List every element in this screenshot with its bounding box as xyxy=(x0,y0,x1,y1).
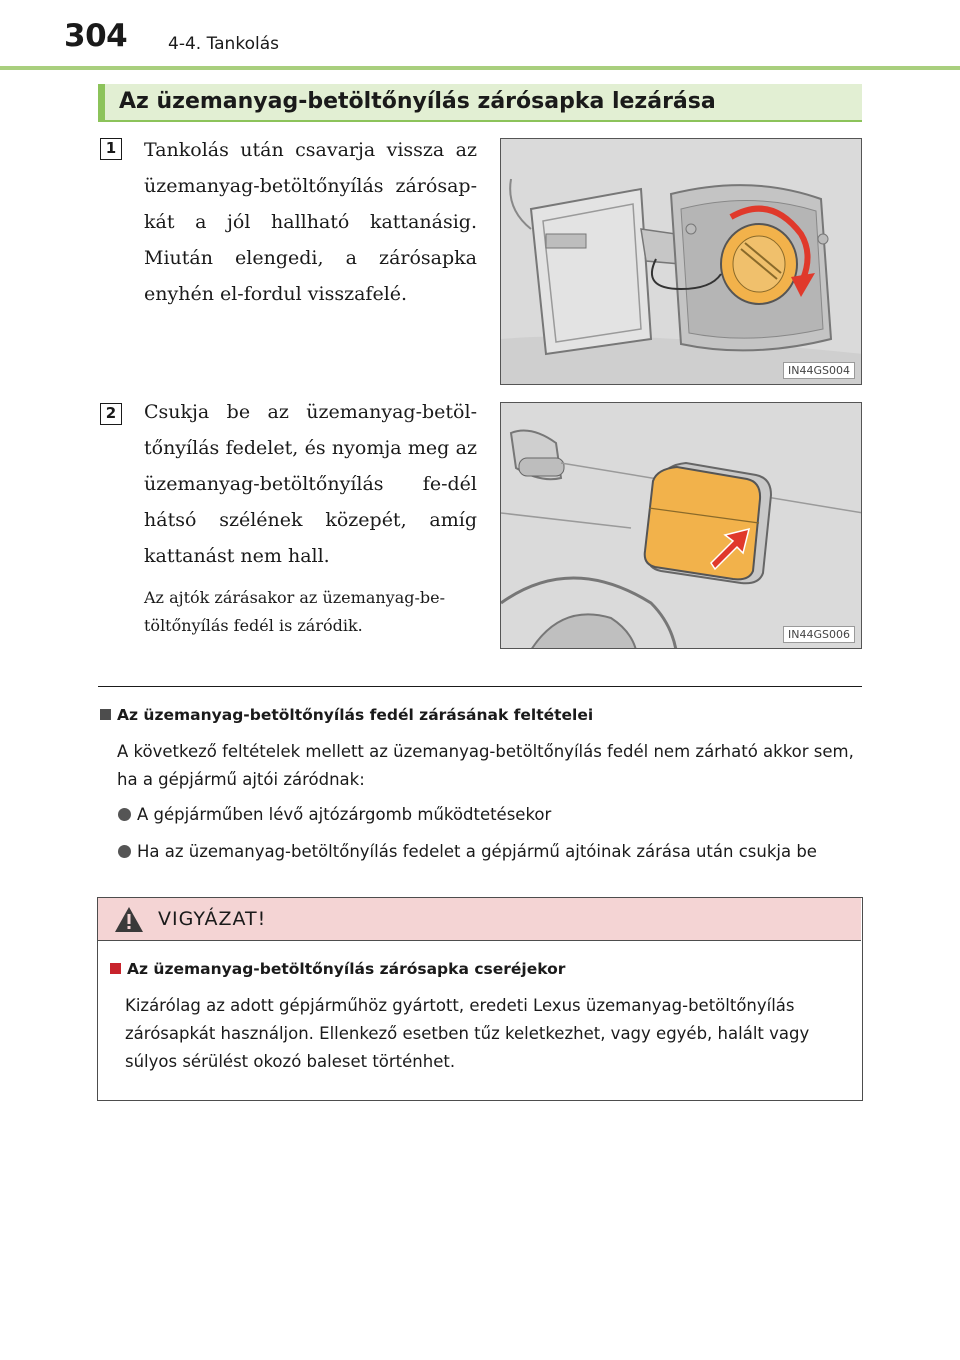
figure-code-1: IN44GS004 xyxy=(783,362,855,379)
warning-title: VIGYÁZAT! xyxy=(158,908,267,930)
step-2-note: Az ajtók zárásakor az üzemanyag-be-töltőnyílás fedél is záródik. xyxy=(144,588,445,635)
fuel-cap-illustration xyxy=(501,139,862,385)
section-divider xyxy=(98,686,862,687)
bullet-dot-icon xyxy=(118,808,131,821)
chapter-title: 4-4. Tankolás xyxy=(168,34,279,54)
warning-heading xyxy=(110,960,565,978)
condition-item-text: Ha az üzemanyag-betöltőnyílás fedelet a gépjármű ajtóinak zárása után csukja be xyxy=(137,842,817,861)
warning-header xyxy=(98,898,861,941)
warning-triangle-icon xyxy=(114,906,144,933)
fuel-door-illustration xyxy=(501,403,862,649)
conditions-heading xyxy=(100,706,593,724)
step-2-text: Csukja be az üzemanyag-betöl-tőnyílás fedelet, és nyomja meg az üzemanyag-betöltőnyílás fe-dél hátsó szélének közepét, amíg kattanást nem hall. xyxy=(144,401,477,567)
warning-box xyxy=(97,897,863,1101)
step-number-1: 1 xyxy=(100,138,122,160)
conditions-heading-text: Az üzemanyag-betöltőnyílás fedél zárásának feltételei xyxy=(117,706,594,724)
bullet-dot-icon xyxy=(118,845,131,858)
section-title: Az üzemanyag-betöltőnyílás zárósapka lezárása xyxy=(98,84,862,122)
condition-item-2 xyxy=(118,838,858,866)
warning-heading-text: Az üzemanyag-betöltőnyílás zárósapka cseréjekor xyxy=(127,960,566,978)
condition-item-1 xyxy=(118,801,858,829)
warning-body: Kizárólag az adott gépjárműhöz gyártott, eredeti Lexus üzemanyag-betöltőnyílás zárósapkát használjon. Ellenkező esetben tűz keletkezhet, vagy egyéb, halált vagy súlyos sérülést okozó baleset történhet. xyxy=(125,996,810,1071)
red-square-bullet-icon xyxy=(110,963,121,974)
condition-item-text: A gépjárműben lévő ajtózárgomb működtetésekor xyxy=(137,805,552,824)
step-1-text: Tankolás után csavarja vissza az üzemanyag-betöltőnyílás zárósap-kát a jól hallható kattanásig. Miután elengedi, a zárósapka enyhén el-fordul visszafelé. xyxy=(144,139,477,305)
figure-fuel-cap xyxy=(500,138,862,385)
step-number-2: 2 xyxy=(100,403,122,425)
page-number: 304 xyxy=(64,18,128,54)
square-bullet-icon xyxy=(100,709,111,720)
figure-fuel-door xyxy=(500,402,862,649)
conditions-intro: A következő feltételek mellett az üzemanyag-betöltőnyílás fedél nem zárható akkor sem, ha a gépjármű ajtói záródnak: xyxy=(117,742,854,789)
header-rule xyxy=(0,66,960,70)
figure-code-2: IN44GS006 xyxy=(783,626,855,643)
